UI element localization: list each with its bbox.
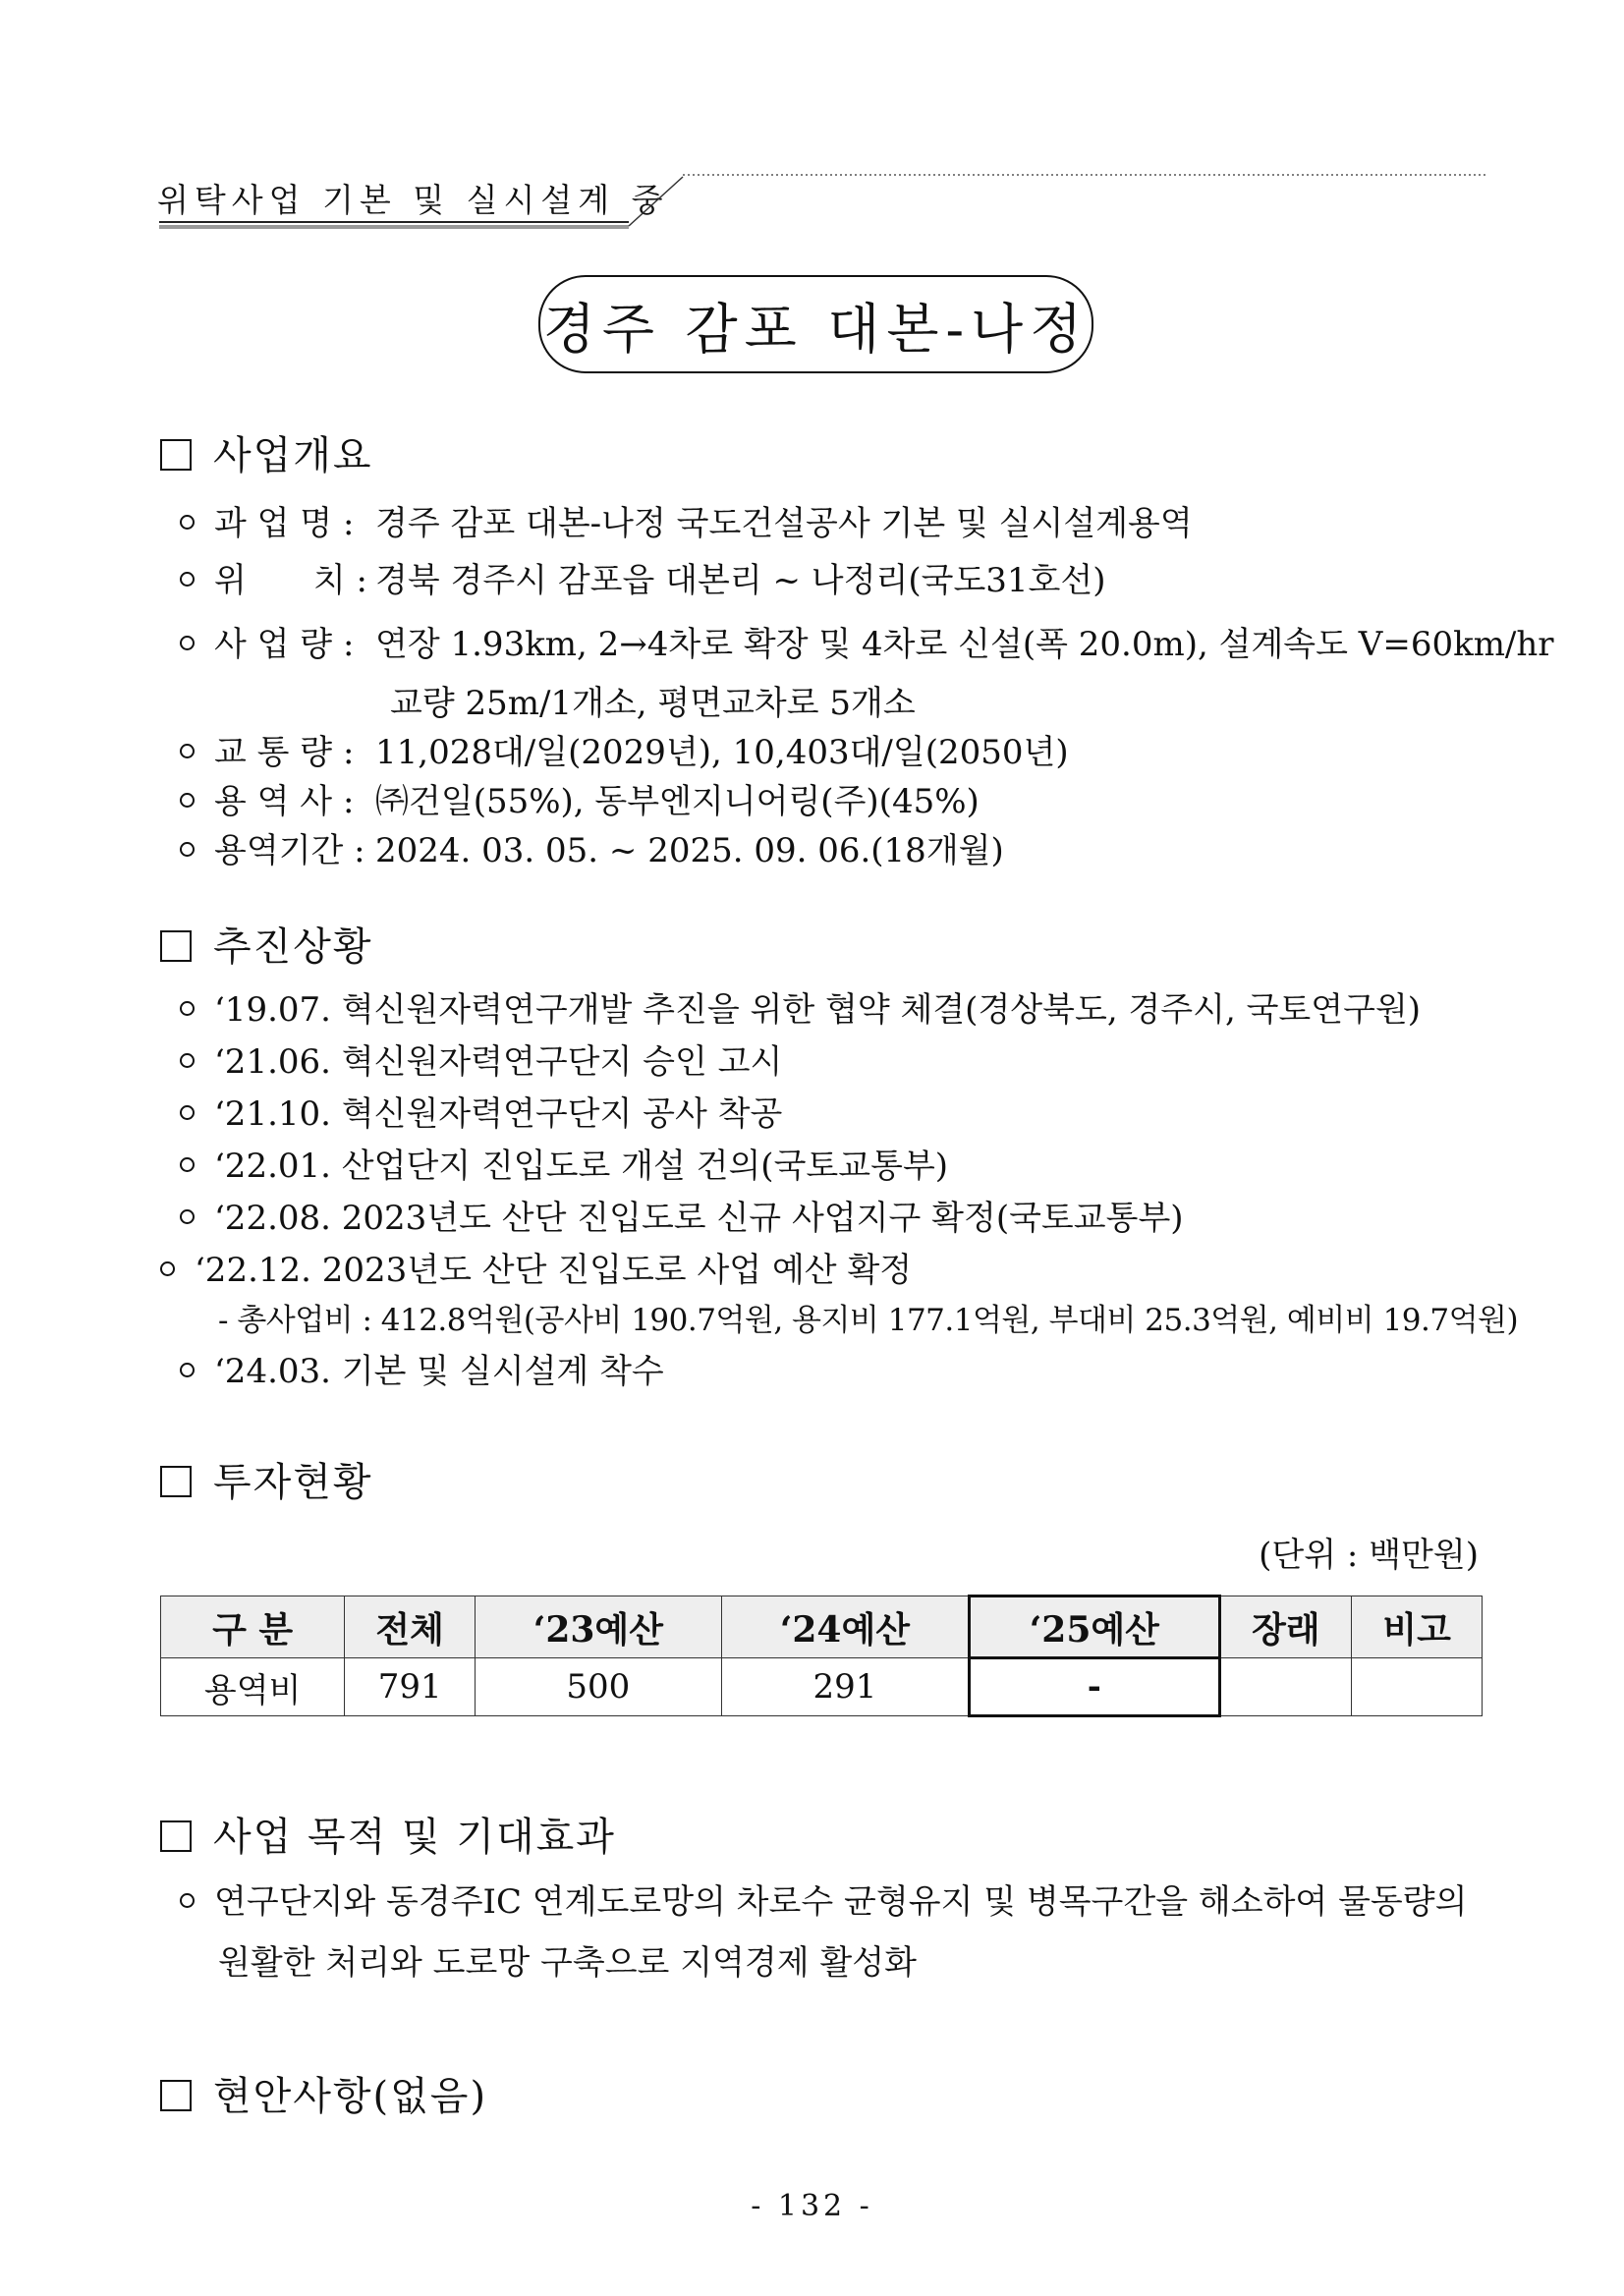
circle-bullet-icon	[180, 1053, 195, 1068]
progress-item: ‘22.12. 2023년도 산단 진입도로 사업 예산 확정	[160, 1243, 912, 1291]
section-investment: 투자현황	[160, 1451, 373, 1507]
checkbox-square-icon	[160, 1820, 192, 1852]
page-title: 경주 감포 대본-나정	[538, 275, 1093, 373]
overview-item: 사 업 량 : 연장 1.93km, 2→4차로 확장 및 4차로 신설(폭 20.0m), 설계속도 V=60km/hr	[180, 617, 1554, 665]
circle-bullet-icon	[180, 1157, 195, 1172]
progress-subitem: - 총사업비 : 412.8억원(공사비 190.7억원, 용지비 177.1억원, 부대비 25.3억원, 예비비 19.7억원)	[218, 1303, 1519, 1338]
table-header-cell: 전체	[345, 1596, 476, 1658]
table-cell: 291	[721, 1658, 969, 1716]
section-overview: 사업개요	[160, 424, 373, 480]
table-header-row	[161, 1596, 1483, 1658]
table-header-cell: ‘23예산	[476, 1596, 722, 1658]
circle-bullet-icon	[180, 1001, 195, 1016]
investment-table	[160, 1595, 1483, 1717]
progress-item: ‘22.08. 2023년도 산단 진입도로 신규 사업지구 확정(국토교통부)	[180, 1191, 1184, 1239]
checkbox-square-icon	[160, 439, 192, 471]
header-text: 위탁사업 기본 및 실시설계 중	[157, 181, 669, 219]
table-cell	[1352, 1658, 1483, 1716]
circle-bullet-icon	[180, 515, 195, 530]
progress-item: ‘22.01. 산업단지 진입도로 개설 건의(국토교통부)	[180, 1139, 948, 1187]
checkbox-square-icon	[160, 2080, 192, 2111]
header-rule	[147, 157, 1493, 236]
circle-bullet-icon	[180, 1363, 195, 1377]
section-progress: 추진상황	[160, 916, 373, 972]
progress-item: ‘19.07. 혁신원자력연구개발 추진을 위한 협약 체결(경상북도, 경주시, 국토연구원)	[180, 982, 1421, 1031]
table-cell: 500	[476, 1658, 722, 1716]
table-cell: 791	[345, 1658, 476, 1716]
overview-item: 교 통 량 : 11,028대/일(2029년), 10,403대/일(2050년)	[180, 725, 1069, 773]
circle-bullet-icon	[180, 636, 195, 650]
checkbox-square-icon	[160, 1466, 192, 1497]
table-row	[161, 1658, 1483, 1716]
circle-bullet-icon	[180, 842, 195, 857]
table-header-cell: 비고	[1352, 1596, 1483, 1658]
checkbox-square-icon	[160, 930, 192, 962]
purpose-item-continued: 원활한 처리와 도로망 구축으로 지역경제 활성화	[218, 1943, 917, 1983]
table-header-cell: 장래	[1219, 1596, 1352, 1658]
section-issues: 현안사항(없음)	[160, 2065, 487, 2121]
table-header-cell: 구 분	[161, 1596, 345, 1658]
purpose-item: 연구단지와 동경주IC 연계도로망의 차로수 균형유지 및 병목구간을 해소하여 물동량의	[180, 1875, 1467, 1923]
progress-item: ‘21.06. 혁신원자력연구단지 승인 고시	[180, 1035, 782, 1083]
table-header-cell: ‘24예산	[721, 1596, 969, 1658]
page-number: - 132 -	[751, 2189, 873, 2223]
overview-item: 용역기간 : 2024. 03. 05. ~ 2025. 09. 06.(18개월)	[180, 823, 1004, 871]
section-purpose: 사업 목적 및 기대효과	[160, 1806, 616, 1862]
progress-item: ‘21.10. 혁신원자력연구단지 공사 착공	[180, 1087, 782, 1135]
overview-item: 과 업 명 : 경주 감포 대본-나정 국도건설공사 기본 및 실시설계용역	[180, 496, 1193, 544]
circle-bullet-icon	[160, 1261, 175, 1276]
circle-bullet-icon	[180, 793, 195, 808]
circle-bullet-icon	[180, 572, 195, 587]
table-cell-highlighted: -	[970, 1658, 1219, 1716]
circle-bullet-icon	[180, 1105, 195, 1120]
overview-item-continued: 교량 25m/1개소, 평면교차로 5개소	[390, 684, 916, 723]
table-cell	[1219, 1658, 1352, 1716]
unit-label: (단위 : 백만원)	[1259, 1536, 1479, 1575]
overview-item: 용 역 사 : ㈜건일(55%), 동부엔지니어링(주)(45%)	[180, 774, 980, 822]
progress-item: ‘24.03. 기본 및 실시설계 착수	[180, 1344, 664, 1392]
circle-bullet-icon	[180, 1893, 195, 1908]
circle-bullet-icon	[180, 744, 195, 758]
table-header-cell-highlighted: ‘25예산	[970, 1596, 1219, 1658]
overview-item: 위 치 : 경북 경주시 감포읍 대본리 ~ 나정리(국도31호선)	[180, 553, 1106, 601]
circle-bullet-icon	[180, 1209, 195, 1224]
table-cell: 용역비	[161, 1658, 345, 1716]
